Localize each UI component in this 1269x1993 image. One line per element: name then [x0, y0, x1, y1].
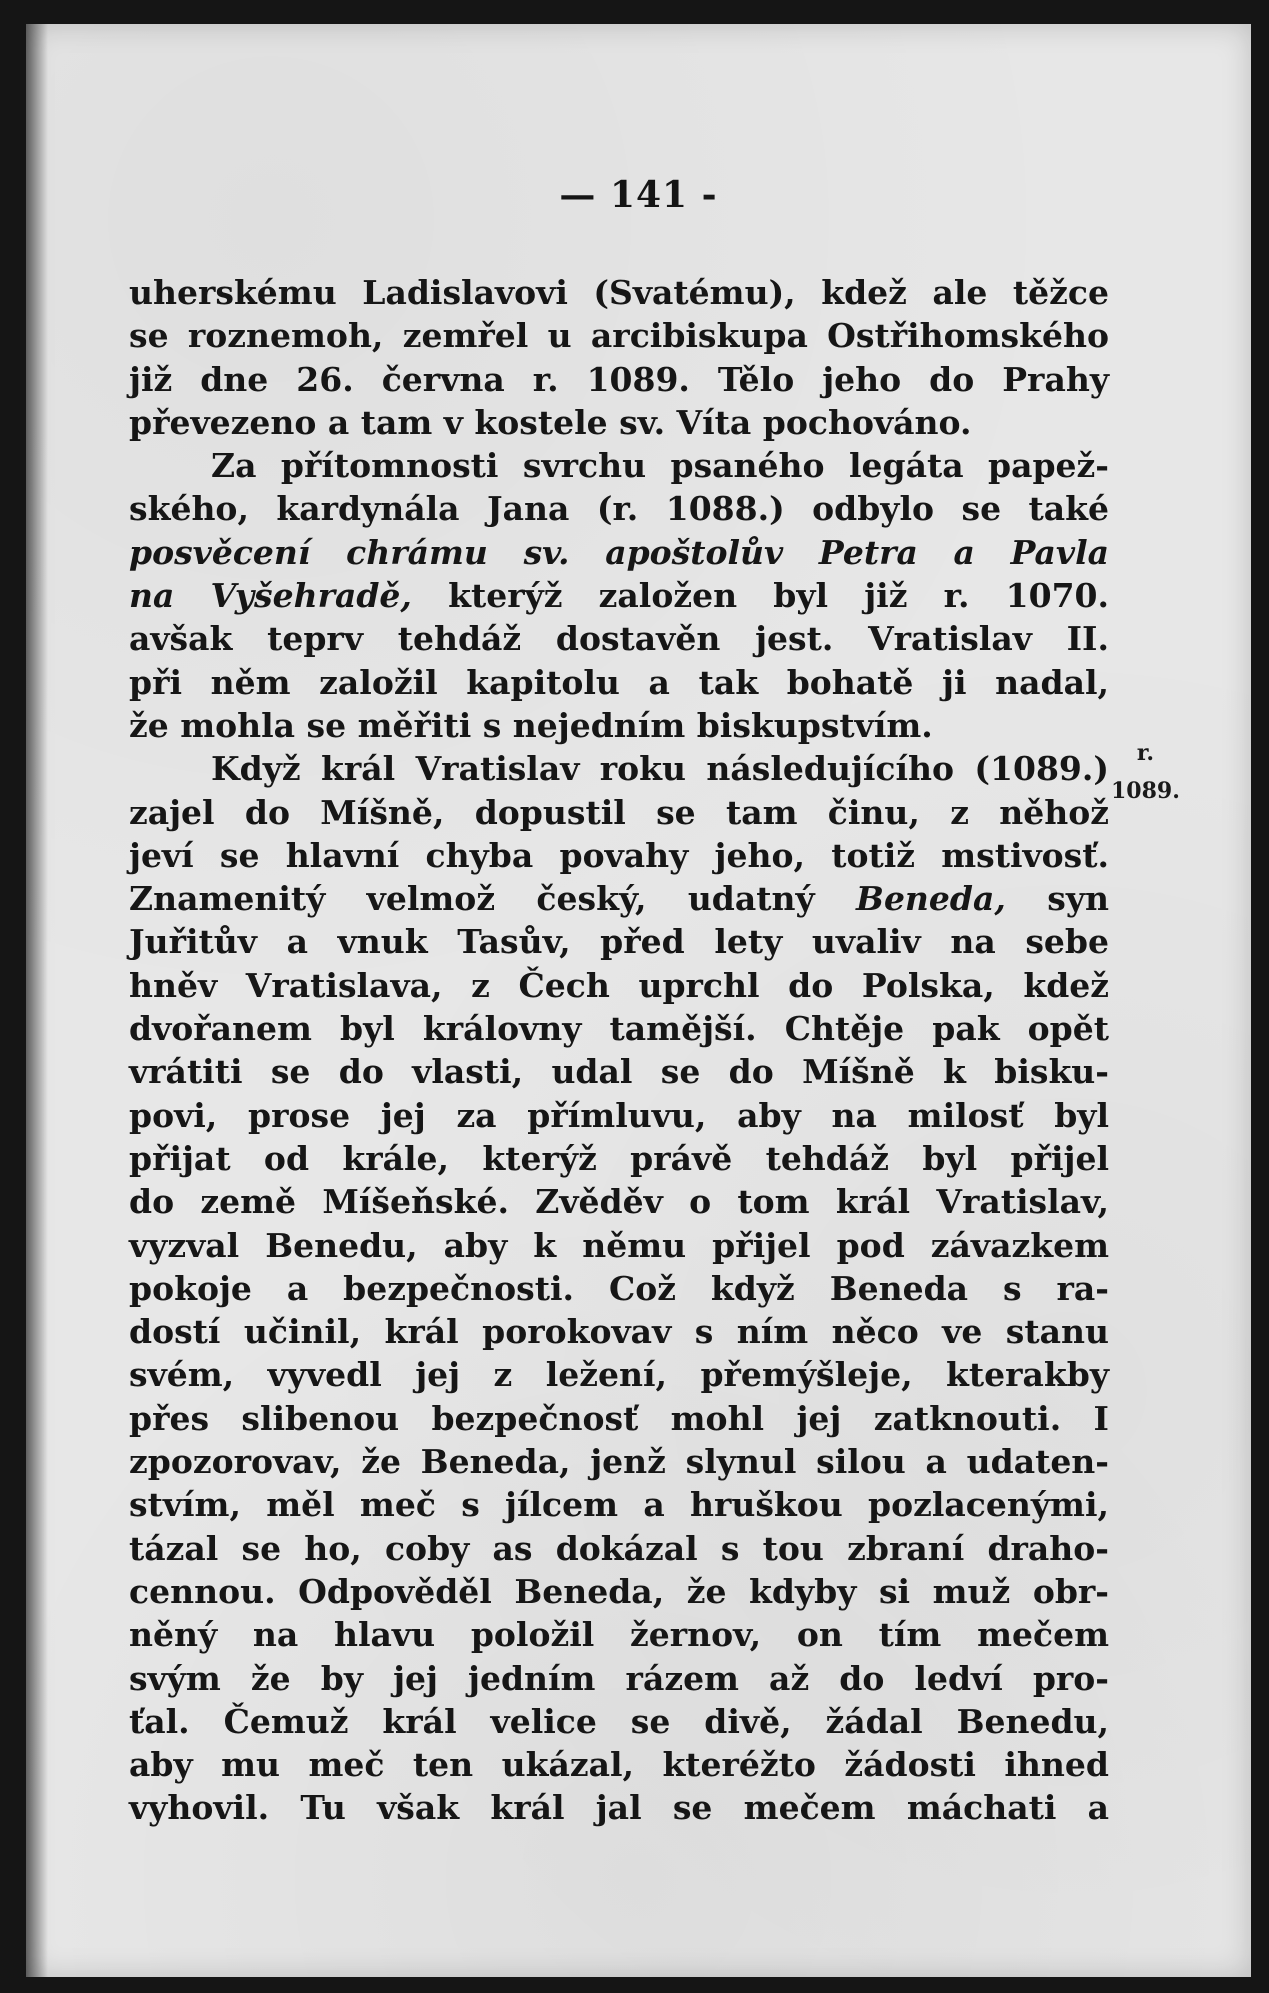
text-line: ťal. Čemuž král velice se divě, žádal Benedu, [129, 1701, 1109, 1741]
binding-shadow [26, 24, 48, 1977]
page-number: — 141 - [559, 174, 718, 216]
text-line-mixed [129, 574, 1109, 617]
text-line: dvořanem byl královny tamější. Chtěje pak opět [129, 1009, 1109, 1049]
margin-note-year: 1089. [1111, 778, 1180, 804]
text-line: jeví se hlavní chyba povahy jeho, totiž mstivosť. [129, 835, 1109, 875]
text-line: přes slibenou bezpečnosť mohl jej zatknouti. I [129, 1398, 1109, 1438]
text-line: Když král Vratislav roku následujícího (1089.) [211, 749, 1109, 789]
text-line: při něm založil kapitolu a tak bohatě ji nadal, [129, 662, 1109, 702]
body-text [129, 271, 1109, 1830]
italic-phrase: Beneda, [856, 879, 1006, 919]
text-line: cennou. Odpověděl Beneda, že kdyby si muž obr- [129, 1571, 1109, 1611]
text-line: se roznemoh, zemřel u arcibiskupa Ostřihomského [129, 316, 1109, 356]
margin-note-line: r. [1136, 740, 1155, 766]
text-line: vyhovil. Tu však král jal se mečem máchati a [129, 1788, 1109, 1828]
text-line: Juřitův a vnuk Tasův, před lety uvaliv na sebe [129, 922, 1109, 962]
text-fragment: kterýž založen byl již r. 1070. [411, 576, 1109, 616]
text-line: hněv Vratislava, z Čech uprchl do Polska, kdež [129, 965, 1109, 1005]
text-line: ského, kardynála Jana (r. 1088.) odbylo se také [129, 489, 1109, 529]
text-line: již dne 26. června r. 1089. Tělo jeho do Prahy [129, 359, 1109, 399]
text-line-italic: posvěcení chrámu sv. apoštolův Petra a Pavla [129, 532, 1109, 572]
text-line: dostí učinil, král porokovav s ním něco ve stanu [129, 1312, 1109, 1352]
italic-phrase: na Vyšehradě, [129, 576, 412, 616]
text-line: vrátiti se do vlasti, udal se do Míšně k bisku- [129, 1052, 1109, 1092]
text-line: povi, prose jej za přímluvu, aby na milosť byl [129, 1095, 1109, 1135]
text-line: zajel do Míšně, dopustil se tam činu, z něhož [129, 792, 1109, 832]
text-line: aby mu meč ten ukázal, kteréžto žádosti ihned [129, 1745, 1109, 1785]
text-line: pokoje a bezpečnosti. Což když Beneda s ra- [129, 1268, 1109, 1308]
text-line-mixed [129, 877, 1109, 920]
text-line: něný na hlavu položil žernov, on tím mečem [129, 1615, 1109, 1655]
text-fragment: syn [1005, 879, 1109, 919]
text-line: převezeno a tam v kostele sv. Víta pochováno. [129, 402, 972, 442]
text-line: avšak teprv tehdáž dostavěn jest. Vratislav II. [129, 619, 1109, 659]
text-line: Za přítomnosti svrchu psaného legáta papež- [211, 446, 1109, 486]
text-line: vyzval Benedu, aby k němu přijel pod závazkem [129, 1225, 1109, 1265]
text-line: stvím, měl meč s jílcem a hruškou pozlacenými, [129, 1485, 1109, 1525]
text-line: přijat od krále, kterýž právě tehdáž byl přijel [129, 1138, 1109, 1178]
text-line: že mohla se měřiti s nejedním biskupstvím. [129, 705, 933, 745]
text-line: tázal se ho, coby as dokázal s tou zbraní draho- [129, 1528, 1109, 1568]
text-line: svým že by jej jedním rázem až do ledví pro- [129, 1658, 1109, 1698]
text-fragment: Znamenitý velmož český, udatný [129, 879, 857, 919]
margin-note [1111, 734, 1180, 810]
text-line: svém, vyvedl jej z ležení, přemýšleje, kterakby [129, 1355, 1109, 1395]
text-line: uherskému Ladislavovi (Svatému), kdež ale těžce [129, 273, 1109, 312]
book-page [26, 24, 1251, 1977]
text-line: do země Míšeňské. Zvěděv o tom král Vratislav, [129, 1182, 1109, 1222]
text-line: zpozorovav, že Beneda, jenž slynul silou a udaten- [129, 1442, 1109, 1482]
